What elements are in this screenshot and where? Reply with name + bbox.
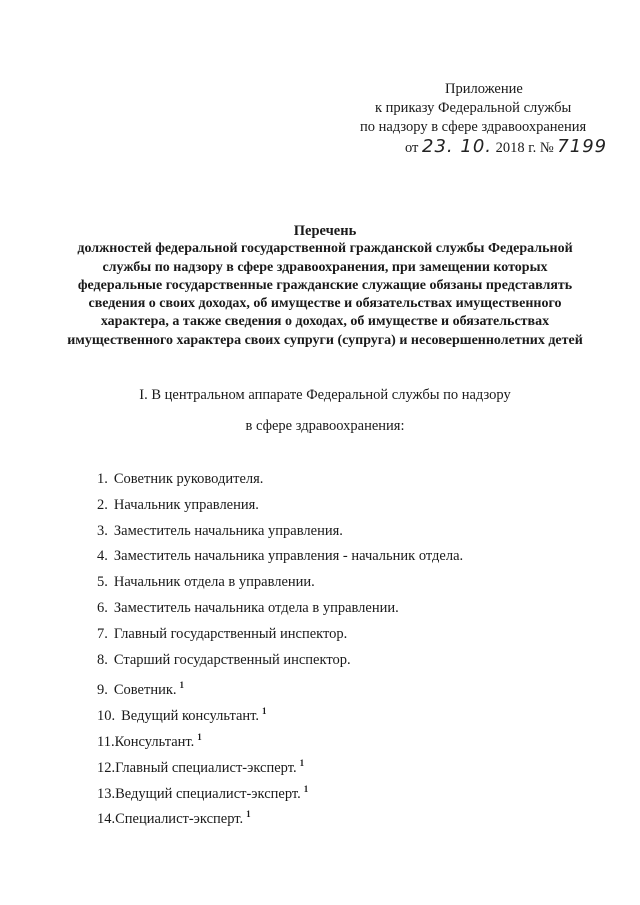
handwritten-order-number: 7199 [557, 136, 608, 157]
list-item [97, 779, 597, 805]
list-item [97, 546, 597, 572]
item-number: 8. [97, 651, 108, 668]
list-item [97, 469, 597, 495]
list-item [97, 521, 597, 547]
document-title [60, 222, 590, 350]
item-text: Заместитель начальника отдела в управлении. [113, 599, 399, 616]
item-text: Советник. [113, 682, 177, 699]
list-item [97, 624, 597, 650]
item-text: Специалист-эксперт. [115, 811, 244, 828]
handwritten-date: 23. 10. [422, 136, 493, 157]
appendix-label: Приложение [445, 81, 523, 97]
list-item [97, 650, 597, 676]
footnote-marker: 1 [197, 731, 202, 742]
list-item [97, 727, 597, 753]
list-item [97, 675, 597, 701]
item-text: Ведущий специалист-эксперт. [115, 785, 301, 802]
item-text: Ведущий консультант. [121, 708, 260, 724]
appendix-header [330, 80, 620, 158]
item-number: 3. [97, 522, 108, 539]
item-number: 10. [97, 708, 116, 724]
item-number: 11. [97, 733, 115, 750]
section-heading-line1: I. В центральном аппарате Федеральной службы по надзору [139, 387, 511, 403]
title-body: должностей федеральной государственной гражданской службы Федеральной службы по надзору в сфере здравоохранения, при замещении которых федеральные государственные гражданские служащие обязаны представлять сведения о своих доходах, об имуществе и обязательствах имущественного характера, а также сведения о доходах, об имуществе и обязательствах имущественного характера своих супруги (супруга) и несовершеннолетних детей [67, 241, 583, 348]
item-number: 13. [97, 785, 116, 802]
item-text: Главный специалист-эксперт. [115, 759, 297, 776]
list-item [97, 804, 597, 830]
item-text: Заместитель начальника управления. [113, 522, 343, 539]
appendix-agency: по надзору в сфере здравоохранения [360, 119, 587, 135]
footnote-marker: 1 [303, 783, 309, 794]
list-item [97, 572, 597, 598]
item-number: 5. [97, 574, 108, 591]
item-text: Начальник отдела в управлении. [113, 574, 315, 591]
item-number: 7. [97, 625, 108, 642]
item-number: 4. [97, 548, 108, 565]
footnote-marker: 1 [246, 809, 251, 820]
date-prefix: от [405, 140, 419, 156]
item-number: 2. [97, 496, 108, 513]
item-number: 14. [97, 811, 116, 828]
item-text: Начальник управления. [113, 496, 259, 513]
section-heading-line2: в сфере здравоохранения: [245, 418, 405, 434]
appendix-order-ref: к приказу Федеральной службы [375, 100, 572, 116]
footnote-marker: 1 [262, 706, 267, 717]
item-number: 12. [97, 759, 116, 776]
footnote-marker: 1 [179, 680, 185, 691]
positions-list [97, 469, 597, 830]
list-item [97, 598, 597, 624]
item-number: 9. [97, 682, 108, 699]
item-text: Главный государственный инспектор. [113, 625, 348, 642]
list-item [97, 753, 597, 779]
list-item [97, 701, 597, 727]
item-text: Консультант. [114, 733, 195, 750]
item-number: 1. [97, 471, 108, 487]
item-number: 6. [97, 599, 108, 616]
item-text: Старший государственный инспектор. [113, 651, 351, 668]
appendix-date-line [330, 137, 620, 158]
list-item [97, 495, 597, 521]
title-heading: Перечень [293, 223, 357, 239]
item-text: Заместитель начальника управления - начальник отдела. [113, 548, 464, 565]
year-text: 2018 г. № [495, 140, 554, 156]
footnote-marker: 1 [299, 757, 305, 768]
item-text: Советник руководителя. [113, 471, 264, 487]
